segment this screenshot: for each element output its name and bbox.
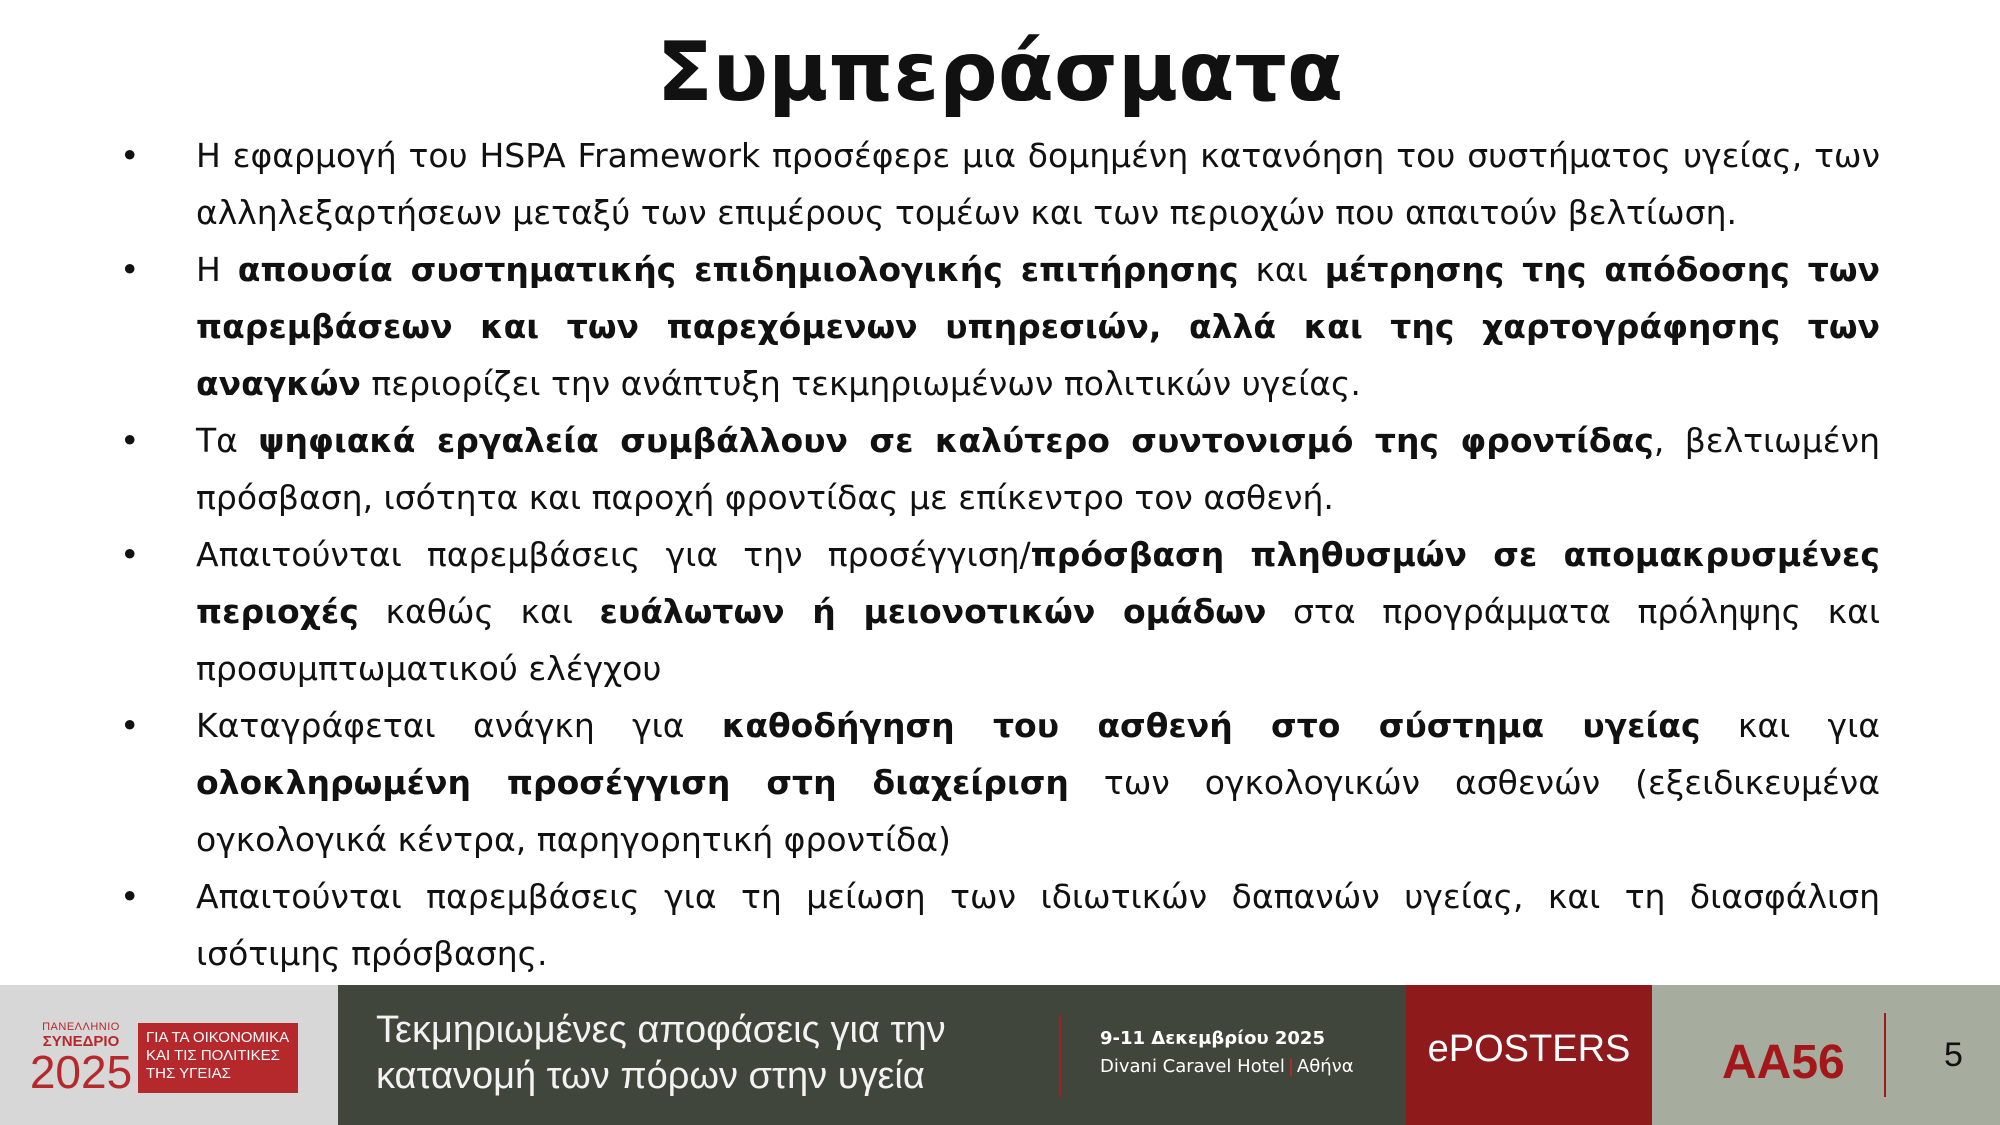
bullet-item	[112, 241, 1880, 412]
bullet-segment: Η	[196, 250, 238, 289]
bullet-text	[196, 250, 1880, 403]
bullet-item	[112, 412, 1880, 526]
eposters-panel	[1406, 985, 1652, 1125]
bullet-emphasis: μέτρησης της απόδοσης των παρεμβάσεων και των παρεχόμενων υπηρεσιών, αλλά και της χαρτογράφησης των αναγκών	[196, 250, 1880, 403]
bullet-segment: των ογκολογικών ασθενών (εξειδικευμένα ογκολογικά κέντρα, παρηγορητική φροντίδα)	[196, 763, 1880, 859]
conference-title-line: κατανομή των πόρων στην υγεία	[376, 1055, 925, 1097]
slide-title: Συμπεράσματα	[656, 25, 1344, 120]
page-number: 5	[1944, 1036, 1963, 1074]
bullet-segment: καθώς και	[358, 592, 600, 631]
bullet-emphasis: ευάλωτων ή μειονοτικών ομάδων	[599, 592, 1267, 631]
bullet-text	[196, 877, 1880, 973]
logo-line2: ΣΥΝΕΔΡΙΟ	[42, 1033, 120, 1050]
bullet-text	[196, 706, 1880, 859]
conference-title-line: Τεκμηριωμένες αποφάσεις για την	[376, 1009, 946, 1051]
bullet-segment: , βελτιωμένη πρόσβαση, ισότητα και παροχή φροντίδας με επίκεντρο τον ασθενή.	[196, 421, 1880, 517]
conference-date: 9-11 Δεκεμβρίου 2025	[1100, 1028, 1325, 1049]
logo-tagline-line: ΤΗΣ ΥΓΕΙΑΣ	[146, 1065, 231, 1082]
bullet-emphasis: ολοκληρωμένη προσέγγιση στη διαχείριση	[196, 763, 1069, 802]
bullet-segment: Απαιτούνται παρεμβάσεις για τη μείωση των ιδιωτικών δαπανών υγείας, και τη διασφάλιση ισότιμης πρόσβασης.	[196, 877, 1880, 973]
bullet-emphasis: καθοδήγηση του ασθενή στο σύστημα υγείας	[721, 706, 1701, 745]
bullet-item	[112, 697, 1880, 868]
divider	[1059, 1015, 1061, 1097]
conference-date-venue	[1100, 1025, 1354, 1081]
bullet-emphasis: ψηφιακά εργαλεία συμβάλλουν σε καλύτερο συντονισμό της φροντίδας	[258, 421, 1654, 460]
bullet-segment: στα προγράμματα πρόληψης και προσυμπτωματικού ελέγχου	[196, 592, 1880, 688]
bullet-text	[196, 535, 1880, 688]
bullet-marker: •	[120, 250, 140, 289]
conference-info	[338, 985, 1406, 1125]
poster-code-panel	[1652, 985, 2000, 1125]
bullet-item	[112, 526, 1880, 697]
bullet-item	[112, 868, 1880, 982]
logo-wordmark	[26, 1021, 136, 1098]
bullet-emphasis: πρόσβαση πληθυσμών σε απομακρυσμένες περιοχές	[196, 535, 1880, 631]
bullet-item	[112, 127, 1880, 241]
bullet-segment: και	[1238, 250, 1325, 289]
logo-line1: ΠΑΝΕΛΛΗΝΙΟ	[42, 1021, 120, 1033]
footer-banner	[0, 985, 2000, 1125]
venue-separator: |	[1287, 1056, 1294, 1077]
bullet-marker: •	[120, 421, 140, 460]
bullet-text	[196, 136, 1880, 232]
bullet-segment: Απαιτούνται παρεμβάσεις για την προσέγγιση/	[196, 535, 1031, 574]
bullet-emphasis: απουσία συστηματικής επιδημιολογικής επιτήρησης	[237, 250, 1239, 289]
bullet-marker: •	[120, 535, 140, 574]
bullet-marker: •	[120, 877, 140, 916]
bullet-segment: Τα	[196, 421, 259, 460]
bullet-segment: περιορίζει την ανάπτυξη τεκμηριωμένων πολιτικών υγείας.	[360, 364, 1361, 403]
bullet-marker: •	[120, 136, 140, 175]
logo-year: 2025	[29, 1046, 133, 1098]
conference-venue-line	[1100, 1053, 1354, 1081]
bullet-segment: Καταγράφεται ανάγκη για	[196, 706, 722, 745]
eposters-label: ePOSTERS	[1427, 1028, 1631, 1070]
logo-tagline-box	[138, 1023, 298, 1093]
conference-venue: Divani Caravel Hotel	[1100, 1056, 1285, 1077]
bullet-segment: και για	[1700, 706, 1881, 745]
divider	[1884, 1013, 1886, 1097]
logo-tagline-line: ΓΙΑ ΤΑ ΟΙΚΟΝΟΜΙΚΑ	[146, 1029, 290, 1046]
logo-tagline-line: ΚΑΙ ΤΙΣ ΠΟΛΙΤΙΚΕΣ	[146, 1047, 280, 1064]
bullet-marker: •	[120, 706, 140, 745]
conference-logo	[0, 985, 338, 1125]
bullet-list	[112, 127, 1880, 982]
bullet-segment: Η εφαρμογή του HSPA Framework προσέφερε μια δομημένη κατανόηση του συστήματος υγείας, των αλληλεξαρτήσεων μεταξύ των επιμέρους τομέων και των περιοχών που απαιτούν βελτίωση.	[196, 136, 1880, 232]
conference-title	[376, 1007, 1016, 1099]
poster-code: AA56	[1722, 1036, 1845, 1089]
conference-city: Αθήνα	[1296, 1056, 1354, 1077]
bullet-text	[196, 421, 1880, 517]
